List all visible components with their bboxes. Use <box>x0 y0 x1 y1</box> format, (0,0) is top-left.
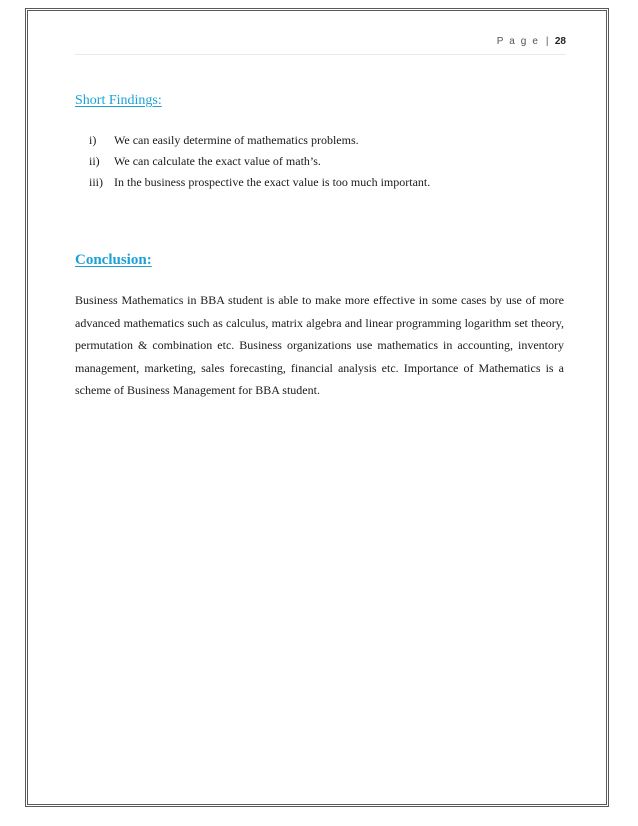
page-number: 28 <box>554 36 566 47</box>
page-separator: | <box>545 36 549 47</box>
page-header <box>75 36 566 47</box>
page-border <box>25 8 609 807</box>
header-rule <box>75 54 566 55</box>
list-item-text: We can easily determine of mathematics problems. <box>114 133 359 147</box>
list-item-text: We can calculate the exact value of math’s. <box>114 154 321 168</box>
list-marker: ii) <box>89 154 100 168</box>
list-marker: i) <box>89 133 97 147</box>
list-item <box>89 130 430 151</box>
page-label: P a g e <box>496 36 540 47</box>
list-item <box>89 172 430 193</box>
findings-list <box>89 130 430 193</box>
findings-heading: Short Findings: <box>75 93 162 108</box>
list-marker: iii) <box>89 175 103 189</box>
list-item-text: In the business prospective the exact value is too much important. <box>114 175 431 189</box>
conclusion-heading: Conclusion: <box>75 252 152 268</box>
conclusion-paragraph: Business Mathematics in BBA student is able to make more effective in some cases by use of more advanced mathematics such as calculus, matrix algebra and linear programming logarithm set theory, permutation & combination etc. Business organizations use mathematics in accounting, inventory management, marketing, sales forecasting, financial analysis etc. Importance of Mathematics is a scheme of Business Management for BBA student. <box>75 293 564 397</box>
list-item <box>89 151 430 172</box>
